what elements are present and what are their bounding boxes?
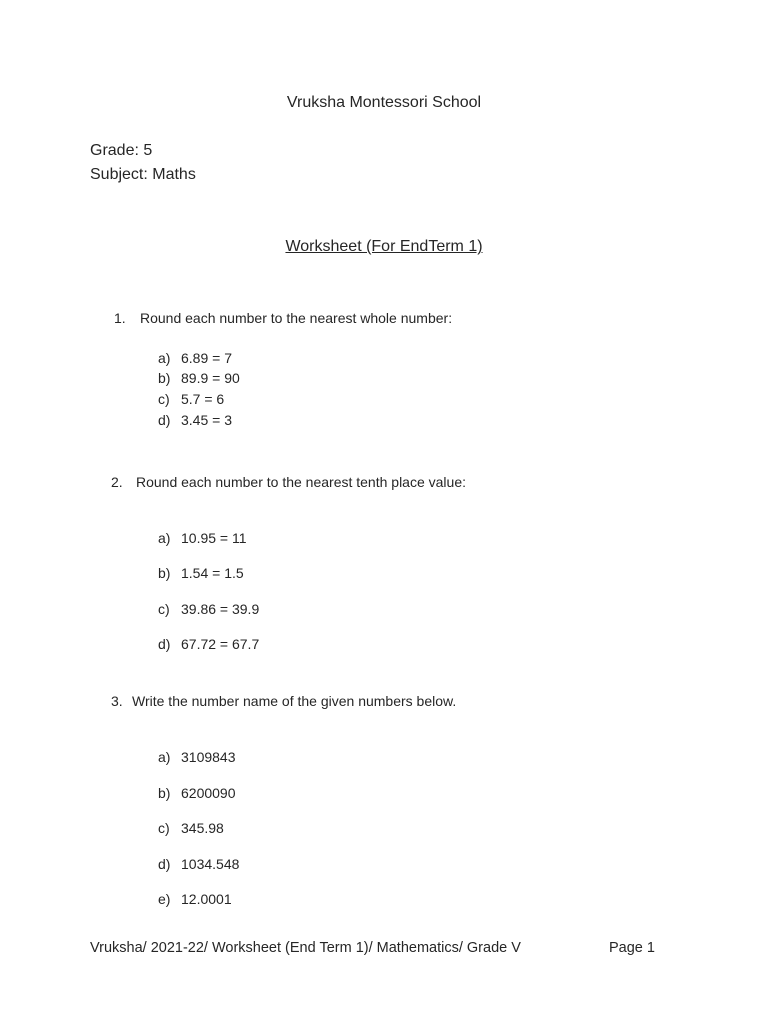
option-label: b) bbox=[158, 370, 171, 386]
option-label: d) bbox=[158, 636, 171, 652]
option-label: d) bbox=[158, 856, 171, 872]
option-label: e) bbox=[158, 891, 171, 907]
option-text: 39.86 = 39.9 bbox=[181, 601, 260, 617]
option-text: 89.9 = 90 bbox=[181, 370, 240, 386]
option-label: c) bbox=[158, 601, 170, 617]
option-text: 5.7 = 6 bbox=[181, 391, 225, 407]
page-number: Page 1 bbox=[609, 940, 655, 956]
option-text: 10.95 = 11 bbox=[181, 530, 247, 546]
question-number: 1. bbox=[114, 310, 126, 326]
worksheet-title: Worksheet (For EndTerm 1) bbox=[285, 238, 483, 255]
question-text: Round each number to the nearest whole number: bbox=[140, 310, 453, 326]
option-text: 1034.548 bbox=[181, 856, 240, 872]
option-text: 3.45 = 3 bbox=[181, 412, 232, 428]
school-name: Vruksha Montessori School bbox=[286, 94, 482, 111]
option-text: 67.72 = 67.7 bbox=[181, 636, 260, 652]
option-label: c) bbox=[158, 820, 170, 836]
option-label: b) bbox=[158, 565, 171, 581]
grade-line: Grade: 5 bbox=[90, 142, 153, 159]
question-text: Round each number to the nearest tenth place value: bbox=[136, 474, 466, 490]
option-label: c) bbox=[158, 391, 170, 407]
question-number: 3. bbox=[111, 693, 123, 709]
option-label: a) bbox=[158, 749, 171, 765]
option-text: 6200090 bbox=[181, 785, 236, 801]
option-text: 3109843 bbox=[181, 749, 236, 765]
option-label: b) bbox=[158, 785, 171, 801]
option-text: 6.89 = 7 bbox=[181, 350, 232, 366]
option-label: a) bbox=[158, 350, 171, 366]
option-label: a) bbox=[158, 530, 171, 546]
question-text: Write the number name of the given numbers below. bbox=[132, 693, 457, 709]
option-text: 12.0001 bbox=[181, 891, 232, 907]
option-text: 345.98 bbox=[181, 820, 224, 836]
option-text: 1.54 = 1.5 bbox=[181, 565, 244, 581]
question-number: 2. bbox=[111, 474, 123, 490]
subject-line: Subject: Maths bbox=[90, 166, 196, 183]
footer-text: Vruksha/ 2021-22/ Worksheet (End Term 1)/ Mathematics/ Grade V bbox=[90, 940, 521, 956]
option-label: d) bbox=[158, 412, 171, 428]
